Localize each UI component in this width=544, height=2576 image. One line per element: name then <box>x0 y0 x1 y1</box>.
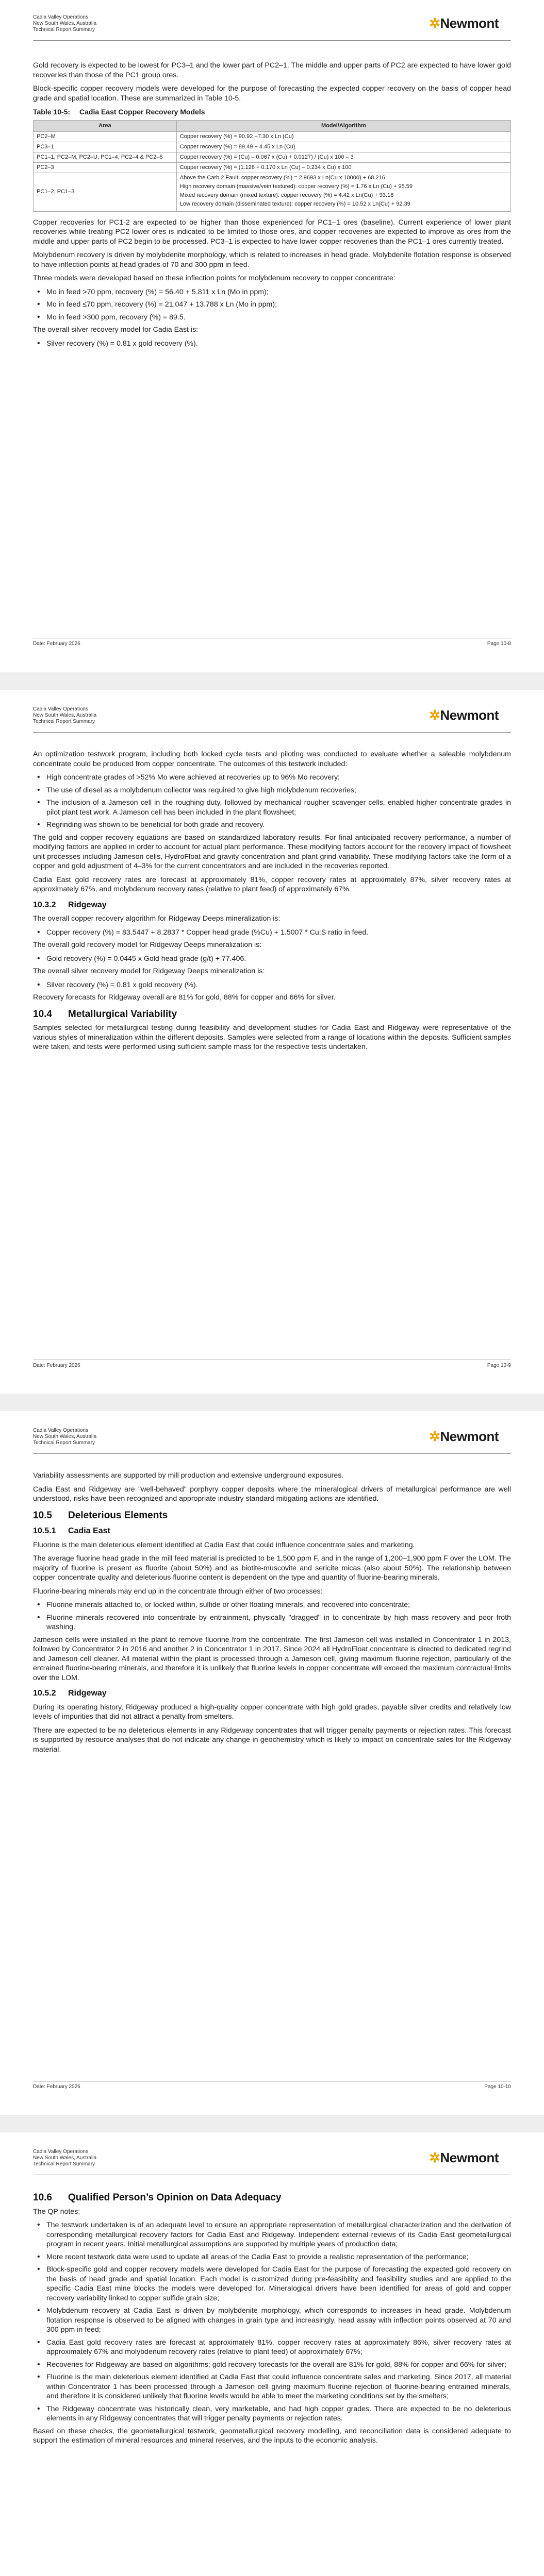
paragraph: Based on these checks, the geometallurgical testwork, geometallurgical recovery modelling, and reconciliation data is considered adequate to support the estimation of mineral resources and mineral reserves, and the inputs to the economic analysis. <box>33 2427 511 2445</box>
page-header: Cadia Valley Operations New South Wales, Australia Technical Report Summary <box>33 1428 97 1446</box>
paragraph: Copper recoveries for PC1-2 are expected to be higher than those experienced for PC1–1 ores (baseline). Current experience of lower plant recoveries while treating PC2 lower ores is indicated to be limited to those ores, and copper recoveries are expected to improve as ores from the middle and upper parts of PC2 begin to be processed. PC3–1 is expected to have lower copper recoveries than the PC1–1 ores currently treated. <box>33 218 511 246</box>
list-item: • Mo in feed ≤70 ppm, recovery (%) = 21.047 + 13.788 x Ln (Mo in ppm); <box>33 300 511 310</box>
section-heading: 10.6 Qualified Person’s Opinion on Data Adequacy <box>33 2192 282 2203</box>
newmont-logo: ✲Newmont <box>429 707 499 723</box>
table-row: PC2–3 Copper recovery (%) = (1.126 + 0.170 x Ln (Cu) – 0.234 x Cu) x 100 <box>34 162 511 173</box>
section-heading: 10.5.2 Ridgeway <box>33 1689 107 1698</box>
paragraph: An optimization testwork program, including both locked cycle tests and piloting was conducted to evaluate whether a saleable molybdenum concentrate could be produced from copper concentrate. The outcomes of this testwork included: <box>33 750 511 768</box>
logo-mark-icon: ✲ <box>429 15 440 31</box>
page-10-8 <box>0 0 544 672</box>
page-number: Page 10-10 <box>484 2084 511 2090</box>
table-header-row <box>34 120 511 131</box>
section-heading: 10.4 Metallurgical Variability <box>33 1008 177 1020</box>
paragraph: Fluorine is the main deleterious element identified at Cadia East that could influence concentrate sales and marketing. <box>33 1540 415 1549</box>
paragraph: Three models were developed based on these inflection points for molybdenum recovery to copper concentrate: <box>33 274 395 282</box>
list-item: • The use of diesel as a molybdenum collector was required to give high molybdenum recoveries; <box>33 786 511 795</box>
list-item: • Molybdenum recovery at Cadia East is driven by molybdenite morphology, which corresponds to increases in head grade. Molybdenum flotation response is observed to be aligned with changes in grain type and increasingly, head assay with inflection points observed at 70 and 300 ppm in feed; <box>33 2306 511 2335</box>
paragraph: Molybdenum recovery is driven by molybdenite morphology, which is related to increases in head grade. Molybdenite flotation response is observed to have inflection points at head grades of 70 and 300 ppm in feed. <box>33 251 511 269</box>
gold-model-list <box>33 954 511 964</box>
list-item: • Fluorine minerals attached to, or locked within, sulfide or other floating minerals, and recovered into concentrate; <box>33 1600 511 1610</box>
list-item: • The Ridgeway concentrate was historically clean, very marketable, and had high copper grades. There are expected to be no deleterious elements in any Ridgeway concentrates that will trigger penalty payments or rejection rates. <box>33 2404 511 2424</box>
logo-mark-icon: ✲ <box>429 2150 440 2165</box>
header-line-2: New South Wales, Australia <box>33 21 97 26</box>
page-number: Page 10-9 <box>487 1363 511 1368</box>
paragraph: The average fluorine head grade in the mill feed material is predicted to be 1,500 ppm F, and in the range of 1,200–1,900 ppm F over the LOM. The majority of fluorine is present as fluorite (about 50%) and as biotite-muscovite and sericite micas (also about 50%). The relationship between copper concentrate quality and deleterious fluorine content is dependent on the type and quantity of fluorine-bearing minerals. <box>33 1554 511 1582</box>
page-footer: Date: February 2026 Page 10-10 <box>33 2084 511 2090</box>
table-caption: Table 10-5: Cadia East Copper Recovery Models <box>33 108 205 116</box>
list-item: • Copper recovery (%) = 83.5447 + 8.2837 * Copper head grade (%Cu) + 1.5007 * Cu:S ratio in feed. <box>33 928 511 938</box>
page-header <box>33 14 96 33</box>
list-item: • Mo in feed >300 ppm, recovery (%) = 89.5. <box>33 313 511 323</box>
column-header-model: Model/Algorithm <box>176 120 510 131</box>
page-footer: Date: February 2026 Page 10-9 <box>33 1363 511 1368</box>
list-item: • Mo in feed >70 ppm, recovery (%) = 56.40 + 5.811 x Ln (Mo in ppm); <box>33 287 511 297</box>
page-body <box>33 1471 511 1758</box>
paragraph: Block-specific copper recovery models were developed for the purpose of forecasting the expected copper recovery on the basis of copper head grade and spatial location. These are summarized in Table 10-5. <box>33 84 511 103</box>
paragraph: Gold recovery is expected to be lowest for PC3–1 and the lower part of PC2–1. The middle and upper parts of PC2 are expected to have lower gold recoveries than those of the PC1 group ores. <box>33 61 511 79</box>
logo-mark-icon: ✲ <box>429 707 440 723</box>
paragraph: Cadia East gold recovery rates are forecast at approximately 81%, copper recovery rates at approximately 87%, silver recovery rates at approximately 67%, and molybdenum recovery rates (relative to plant feed) of approximately 67%. <box>33 875 511 893</box>
header-line-3: Technical Report Summary <box>33 27 95 32</box>
page-separator <box>0 672 544 690</box>
section-heading: 10.5.1 Cadia East <box>33 1527 110 1535</box>
paragraph: Recovery forecasts for Ridgeway overall are 81% for gold, 88% for copper and 66% for silver. <box>33 993 336 1002</box>
copper-recovery-table <box>33 120 511 212</box>
page-body <box>33 750 511 1056</box>
list-item: • Gold recovery (%) = 0.0445 x Gold head grade (g/t) + 77.406. <box>33 954 511 964</box>
paragraph: There are expected to be no deleterious elements in any Ridgeway concentrates that will trigger penalty payments or rejection rates. This forecast is supported by resource analyses that do not indicate any change in geochemistry which is likely to impact on concentrate sales for the Ridgeway material. <box>33 1726 511 1754</box>
paragraph: The overall gold recovery model for Ridgeway Deeps mineralization is: <box>33 941 262 949</box>
paragraph: Variability assessments are supported by mill production and extensive underground exposures. <box>33 1471 344 1480</box>
newmont-logo: ✲Newmont <box>429 1429 499 1444</box>
paragraph: The overall copper recovery algorithm for Ridgeway Deeps mineralization is: <box>33 914 281 923</box>
page-body <box>33 2186 511 2450</box>
page-10-11 <box>0 2132 544 2576</box>
page-header: Cadia Valley Operations New South Wales, Australia Technical Report Summary <box>33 2149 97 2167</box>
header-rule <box>33 40 511 41</box>
newmont-logo: ✲Newmont <box>429 2150 499 2165</box>
page-10-10 <box>0 1411 544 2115</box>
list-item: • Silver recovery (%) = 0.81 x gold recovery (%). <box>33 339 511 349</box>
paragraph: Samples selected for metallurgical testing during feasibility and development studies for Cadia East and Ridgeway were representative of the various styles of mineralization within the different deposits. Samples were selected from a range of locations within the deposits. Sufficient samples were taken, and tests were performed using sufficient sample mass for the respective tests undertaken. <box>33 1024 511 1051</box>
newmont-logo: ✲Newmont <box>429 15 499 31</box>
qp-notes-list <box>33 2221 511 2424</box>
paragraph: During its operating history, Ridgeway produced a high-quality copper concentrate with high gold grades, payable silver credits and relatively low levels of impurities that did not attract a penalty from smelters. <box>33 1703 511 1721</box>
page-10-9 <box>0 690 544 1394</box>
page-separator <box>0 2115 544 2132</box>
paragraph: The overall silver recovery model for Cadia East is: <box>33 326 199 334</box>
page-footer <box>33 641 511 647</box>
header-rule <box>33 1453 511 1454</box>
footer-date: Date: February 2026 <box>33 641 80 647</box>
header-rule <box>33 732 511 733</box>
paragraph: Jameson cells were installed in the plant to remove fluorine from the concentrate. The first Jameson cell was installed in Concentrator 1 in 2013, followed by Concentrator 2 in 2016 and another 2 in Concentrator 1 in 2017. Since 2024 all HydroFloat concentrate is directed to dedicated regrind and Jameson cell cleaner. All material within the plant is processed through a Jameson cell, giving maximum fluorine rejection, particularly of the entrained fluorine-bearing minerals, and therefore it is unlikely that fluorine levels in copper concentrate will exceed the maximum contractual limits over the LOM. <box>33 1635 511 1682</box>
list-item: • Recoveries for Ridgeway are based on algorithms; gold recovery forecasts for the overall are 81% for gold, 88% for copper and 66% for silver; <box>33 2360 511 2370</box>
paragraph: The QP notes: <box>33 2207 80 2216</box>
list-item: • Silver recovery (%) = 0.81 x gold recovery (%). <box>33 980 511 990</box>
silver-model-list <box>33 980 511 990</box>
list-item: • Regrinding was shown to be beneficial for both grade and recovery. <box>33 820 511 830</box>
section-heading: 10.5 Deleterious Elements <box>33 1510 168 1521</box>
paragraph: The gold and copper recovery equations are based on standardized laboratory results. For final anticipated recovery performance, a number of modifying factors are applied in order to account for actual plant performance. These modifying factors account for the recovery impact of flowsheet unit processes including Jameson cells, HydroFloat and gravity concentration and plant grind variability. These modifying factors take the form of a copper and gold adjustment of 4–3% for the current concentrators and are included in the recoveries reported. <box>33 833 511 870</box>
page-number: Page 10-8 <box>487 641 511 647</box>
table-row: PC1–2, PC1–3 Above the Carb 2 Fault: copper recovery (%) = 2.9693 x Ln(Cu x 10000) + 68.216 High recovery domain (massive/vein textured): copper recovery (%) = 1.76 x Ln (Cu) + 95.59 Mixed recovery domain (mixed texture): copper recovery (%) = 4.42 x Ln(Cu) + 93.18 Low recovery domain (disseminated texture): copper recovery (%) = 10.52 x Ln(Cu) + 92.39 <box>34 173 511 211</box>
paragraph: Fluorine-bearing minerals may end up in the concentrate through either of two processes: <box>33 1587 323 1596</box>
list-item: • More recent testwork data were used to update all areas of the Cadia East to provide a realistic representation of the performance; <box>33 2252 511 2262</box>
column-header-area: Area <box>34 120 177 131</box>
paragraph: The overall silver recovery model for Ridgeway Deeps mineralization is: <box>33 967 265 975</box>
logo-mark-icon: ✲ <box>429 1429 440 1444</box>
fluorine-process-list <box>33 1600 511 1632</box>
molybdenum-model-list <box>33 287 511 323</box>
silver-model-list <box>33 339 511 349</box>
list-item: • Cadia East gold recovery rates are forecast at approximately 81%, copper recovery rates at approximately 86%, silver recovery rates at approximately 67% and molybdenum recovery rates (relative to plant feed) of approximately 67%; <box>33 2338 511 2357</box>
page-separator <box>0 1394 544 1411</box>
list-item: • The inclusion of a Jameson cell in the roughing duty, followed by mechanical rougher scavenger cells, enabled higher concentrate grades in pilot plant test work. A Jameson cell has been included in the plant flowsheet; <box>33 798 511 817</box>
paragraph: Cadia East and Ridgeway are "well-behaved" porphyry copper deposits where the mineralogical drivers of metallurgical performance are well understood, risks have been recognized and appropriate industry standard mitigating actions are identified. <box>33 1485 511 1503</box>
copper-model-list <box>33 928 511 938</box>
section-heading: 10.3.2 Ridgeway <box>33 900 107 909</box>
table-row: PC2–M Copper recovery (%) = 90.92 +7.30 x Ln (Cu) <box>34 131 511 142</box>
header-line-1: Cadia Valley Operations <box>33 14 89 20</box>
table-row: PC1–1, PC2–M, PC2–U, PC1–4, PC2–4 & PC2–5 Copper recovery (%) = (Cu) – 0.067 x (Cu) + 0.0127) / (Cu) x 100 – 3 <box>34 152 511 162</box>
list-item: • Block-specific gold and copper recovery models were developed for Cadia East for the purpose of forecasting the expected gold recovery on the basis of head grade and spatial location. Each model is customized during pre-feasibility and feasibility studies and are applied to the specific Cadia East mine blocks the models were developed for. Mineralogical drivers have been identified for areas of gold and copper recovery variability linked to copper sulfide grain size; <box>33 2265 511 2303</box>
testwork-outcomes-list <box>33 773 511 830</box>
page-body <box>33 61 511 351</box>
page-header: Cadia Valley Operations New South Wales, Australia Technical Report Summary <box>33 706 97 724</box>
table-row: PC3–1 Copper recovery (%) = 89.49 + 4.45 x Ln (Cu) <box>34 142 511 152</box>
list-item: • The testwork undertaken is of an adequate level to ensure an appropriate representation of metallurgical characterization and the derivation of corresponding metallurgical recovery factors for Cadia East and Ridgeway. Independent external reviews of its Cadia East geometallurgical program in recent years. Initial metallurgical assumptions are supported by multiple years of production data; <box>33 2221 511 2249</box>
list-item: • Fluorine is the main deleterious element identified at Cadia East that could influence concentrate sales and marketing. Since 2017, all material within Concentrator 1 has been processed through a Jameson cell giving maximum fluorine rejection of fluorine-bearing entrained minerals, and therefore it is considered unlikely that fluorine levels would be able to meet the marketing conditions set by the smelters; <box>33 2372 511 2401</box>
list-item: • Fluorine minerals recovered into concentrate by entrainment, physically "dragged" in to concentrate by high mass recovery and poor froth washing. <box>33 1613 511 1632</box>
list-item: • High concentrate grades of >52% Mo were achieved at recoveries up to 96% Mo recovery; <box>33 773 511 783</box>
